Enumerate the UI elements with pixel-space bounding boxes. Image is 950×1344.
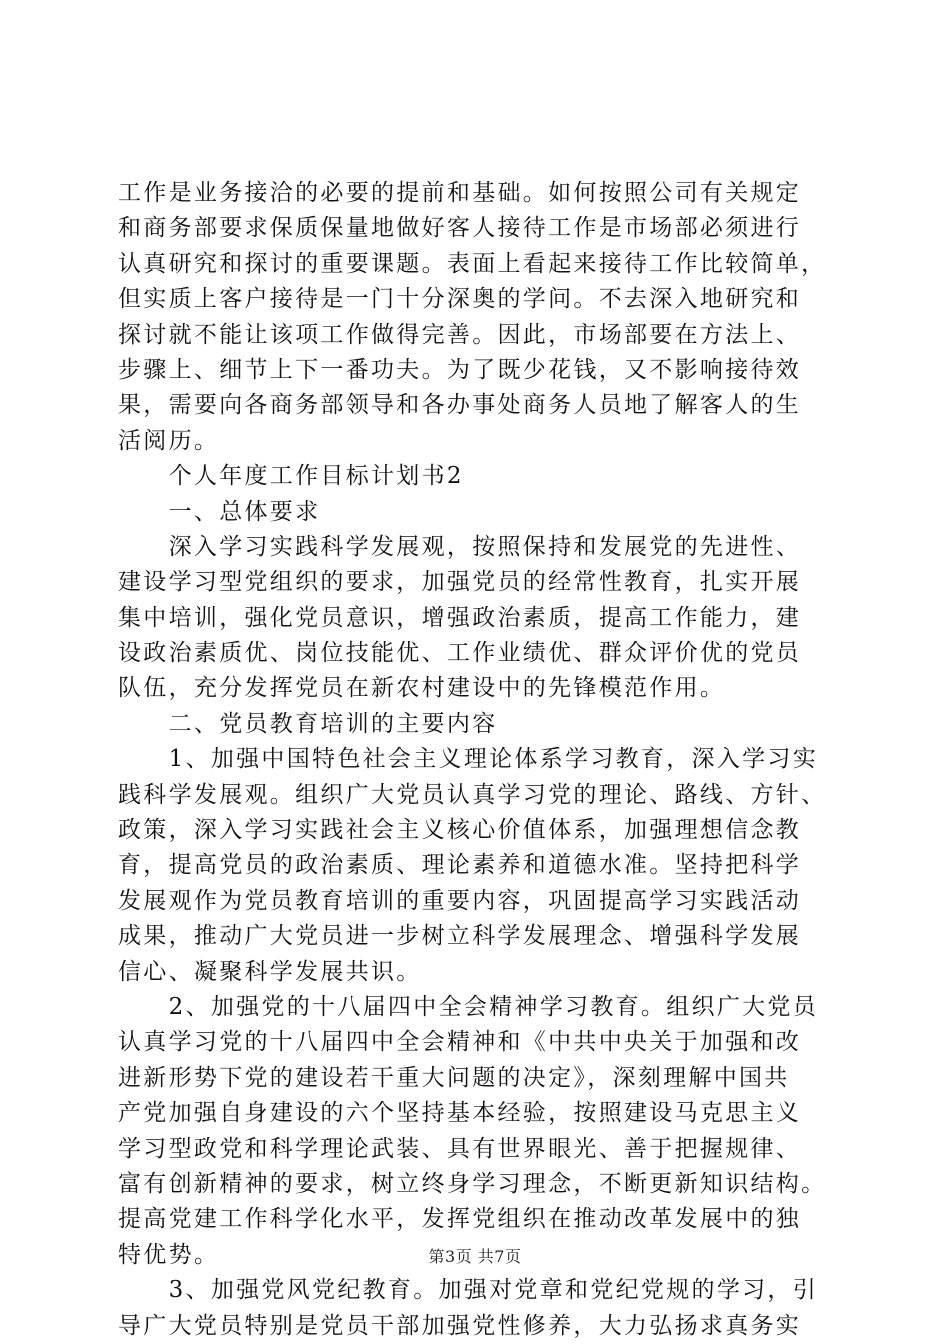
text-line: 育，提高党员的政治素质、理论素养和道德水准。坚持把科学 — [118, 852, 802, 879]
section-heading: 二、党员教育培训的主要内容 — [118, 710, 498, 737]
section-title: 个人年度工作目标计划书2 — [118, 463, 464, 490]
text-line: 进新形势下党的建设若干重大问题的决定》，深刻理解中国共 — [118, 1064, 790, 1091]
text-line: 认真研究和探讨的重要课题。表面上看起来接待工作比较简单， — [118, 250, 827, 277]
document-body — [118, 176, 834, 1344]
text-line: 设政治素质优、岗位技能优、工作业绩优、群众评价优的党员 — [118, 640, 802, 667]
text-line: 但实质上客户接待是一门十分深奥的学问。不去深入地研究和 — [118, 286, 802, 313]
text-line: 活阅历。 — [118, 427, 220, 454]
text-line: 特优势。 — [118, 1241, 220, 1268]
text-line: 发展观作为党员教育培训的重要内容，巩固提高学习实践活动 — [118, 887, 802, 914]
text-line: 政策，深入学习实践社会主义核心价值体系，加强理想信念教 — [118, 817, 802, 844]
text-line: 集中培训，强化党员意识，增强政治素质，提高工作能力，建 — [118, 604, 802, 631]
text-line: 深入学习实践科学发展观，按照保持和发展党的先进性、 — [118, 533, 802, 560]
text-line: 提高党建工作科学化水平，发挥党组织在推动改革发展中的独 — [118, 1206, 802, 1233]
text-line: 产党加强自身建设的六个坚持基本经验，按照建设马克思主义 — [118, 1100, 802, 1127]
text-line: 导广大党员特别是党员干部加强党性修养，大力弘扬求真务实 — [118, 1312, 802, 1339]
section-heading: 一、总体要求 — [118, 498, 321, 525]
text-line: 3、加强党风党纪教育。加强对党章和党纪党规的学习，引 — [118, 1277, 819, 1304]
text-line: 成果，推动广大党员进一步树立科学发展理念、增强科学发展 — [118, 923, 802, 950]
text-line: 步骤上、细节上下一番功夫。为了既少花钱，又不影响接待效 — [118, 356, 802, 383]
text-line: 认真学习党的十八届四中全会精神和《中共中央关于加强和改 — [118, 1029, 802, 1056]
text-line: 信心、凝聚科学发展共识。 — [118, 958, 422, 985]
text-line: 富有创新精神的要求，树立终身学习理念，不断更新知识结构。 — [118, 1170, 827, 1197]
text-line: 果，需要向各商务部领导和各办事处商务人员地了解客人的生 — [118, 392, 802, 419]
text-line: 1、加强中国特色社会主义理论体系学习教育，深入学习实 — [118, 746, 819, 773]
text-line: 队伍，充分发挥党员在新农村建设中的先锋模范作用。 — [118, 675, 726, 702]
text-line: 学习型政党和科学理论武装、具有世界眼光、善于把握规律、 — [118, 1135, 802, 1162]
text-line: 2、加强党的十八届四中全会精神学习教育。组织广大党员 — [118, 993, 819, 1020]
text-line: 和商务部要求保质保量地做好客人接待工作是市场部必须进行 — [118, 215, 802, 242]
text-line: 探讨就不能让该项工作做得完善。因此，市场部要在方法上、 — [118, 321, 802, 348]
text-line: 建设学习型党组织的要求，加强党员的经常性教育，扎实开展 — [118, 569, 802, 596]
page-footer — [0, 1244, 950, 1267]
text-line: 践科学发展观。组织广大党员认真学习党的理论、路线、方针、 — [118, 781, 827, 808]
page-number: 第3页 共7页 — [428, 1247, 522, 1266]
text-line: 工作是业务接洽的必要的提前和基础。如何按照公司有关规定 — [118, 180, 802, 206]
